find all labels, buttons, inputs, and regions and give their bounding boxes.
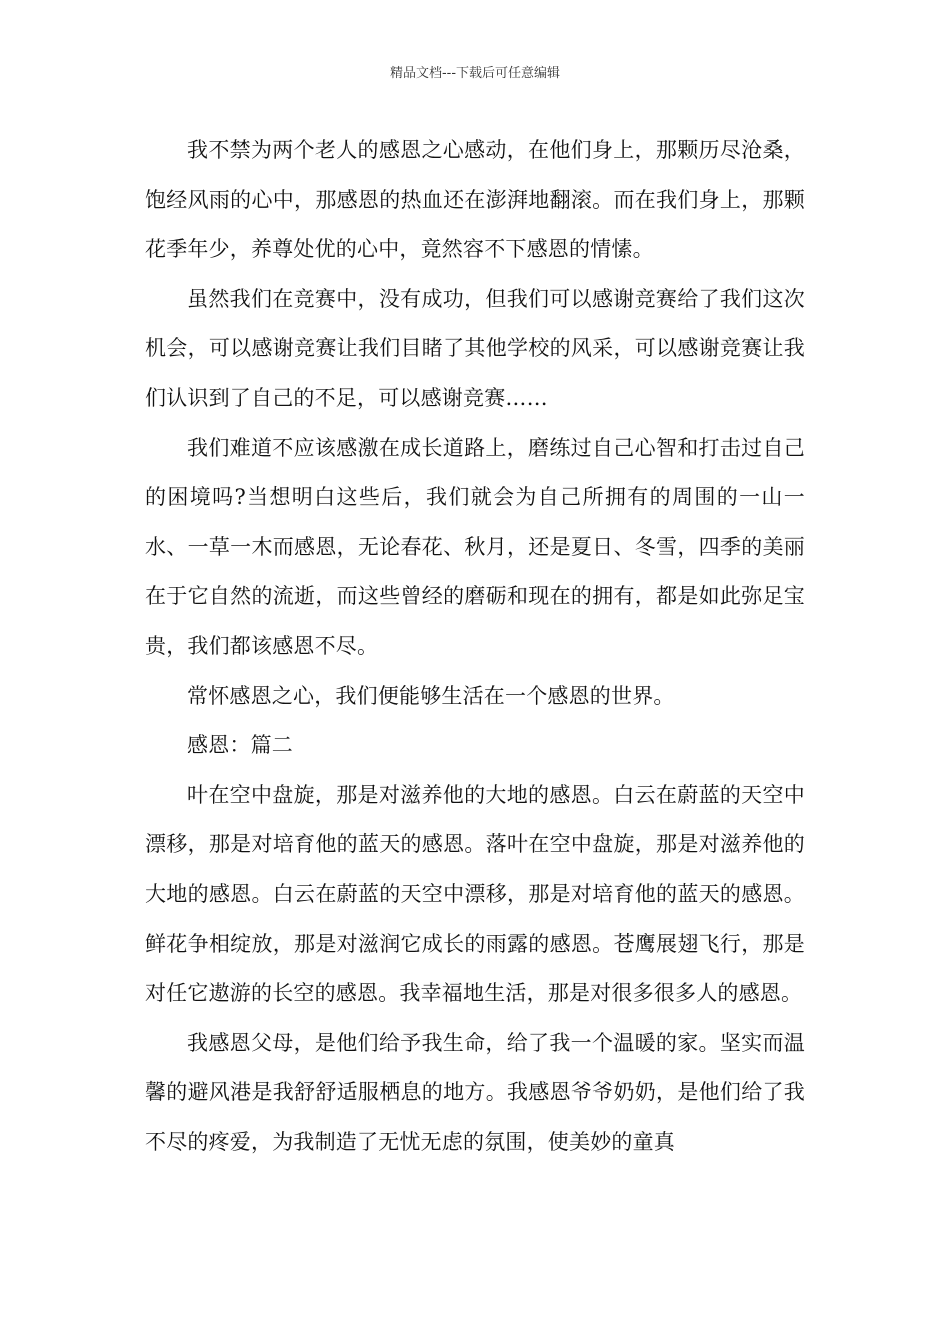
- section-heading: 感恩：篇二: [187, 733, 293, 758]
- document-body: [145, 126, 805, 1167]
- paragraph-3: 我们难道不应该感激在成长道路上，磨练过自己心智和打击过自己的困境吗?当想明白这些后，我们就会为自己所拥有的周围的一山一水、一草一木而感恩，无论春花、秋月，还是夏日、冬雪，四季的美丽在于它自然的流逝，而这些曾经的磨砺和现在的拥有，都是如此弥足宝贵，我们都该感恩不尽。: [145, 435, 805, 658]
- paragraph-6: 我感恩父母，是他们给予我生命，给了我一个温暖的家。坚实而温馨的避风港是我舒舒适服栖息的地方。我感恩爷爷奶奶，是他们给了我不尽的疼爱，为我制造了无忧无虑的氛围，使美妙的童真: [145, 1030, 805, 1154]
- paragraph-4: 常怀感恩之心，我们便能够生活在一个感恩的世界。: [187, 683, 675, 708]
- paragraph-5: 叶在空中盘旋，那是对滋养他的大地的感恩。白云在蔚蓝的天空中漂移，那是对培育他的蓝天的感恩。落叶在空中盘旋，那是对滋养他的大地的感恩。白云在蔚蓝的天空中漂移，那是对培育他的蓝天的感恩。鲜花争相绽放，那是对滋润它成长的雨露的感恩。苍鹰展翅飞行，那是对任它遨游的长空的感恩。我幸福地生活，那是对很多很多人的感恩。: [145, 782, 805, 1006]
- paragraph-1: 我不禁为两个老人的感恩之心感动，在他们身上，那颗历尽沧桑，饱经风雨的心中，那感恩的热血还在澎湃地翻滚。而在我们身上，那颗花季年少，养尊处优的心中，竟然容不下感恩的情愫。: [145, 138, 805, 262]
- page-header: 精品文档---下载后可任意编辑: [389, 66, 561, 81]
- paragraph-2: 虽然我们在竞赛中，没有成功，但我们可以感谢竞赛给了我们这次机会，可以感谢竞赛让我们目睹了其他学校的风采，可以感谢竞赛让我们认识到了自己的不足，可以感谢竞赛……: [145, 286, 805, 410]
